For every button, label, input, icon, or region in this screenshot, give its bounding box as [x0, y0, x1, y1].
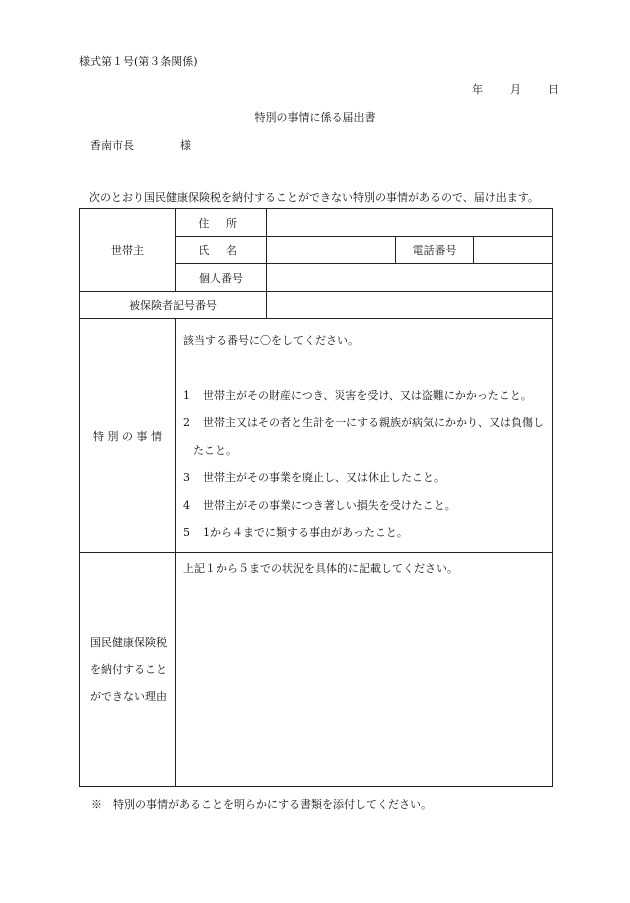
- circumstance-item-continuation: たこと。: [193, 443, 237, 457]
- date-year-label: 年: [472, 83, 483, 96]
- name-field[interactable]: [267, 237, 396, 264]
- reason-field[interactable]: [176, 553, 553, 787]
- notification-form-table: [79, 208, 553, 787]
- date-month-label: 月: [510, 83, 521, 96]
- address-field[interactable]: [267, 209, 553, 237]
- insured-number-label: 被保険者記号番号: [80, 292, 267, 319]
- address-label: 住 所: [176, 209, 267, 237]
- personal-number-field[interactable]: [267, 264, 553, 292]
- householder-label: 世帯主: [80, 209, 176, 292]
- phone-field[interactable]: [474, 237, 553, 264]
- reason-instruction: 上記１から５までの状況を具体的に記載してください。: [183, 562, 458, 575]
- form-number: 様式第１号(第３条関係): [79, 55, 198, 68]
- addressee-name: 香南市長: [90, 139, 134, 152]
- honorific: 様: [180, 139, 191, 152]
- circumstance-item[interactable]: 5 1から４までに類する事由があったこと。: [183, 526, 408, 539]
- phone-label: 電話番号: [396, 237, 474, 264]
- addressee: [90, 137, 191, 153]
- circumstance-item[interactable]: 4 世帯主がその事業につき著しい損失を受けたこと。: [183, 498, 456, 512]
- insured-number-field[interactable]: [267, 292, 553, 319]
- circumstance-item[interactable]: 1 世帯主がその財産につき、災害を受け、又は盗難にかかったこと。: [183, 388, 532, 402]
- reason-label: 国民健康保険税 を納付すること ができない理由: [80, 553, 176, 787]
- date-day-label: 日: [548, 83, 559, 96]
- page-title: 特別の事情に係る届出書: [254, 111, 376, 124]
- date-line: [472, 81, 559, 97]
- circumstances-content: [176, 319, 553, 553]
- circumstances-instruction: 該当する番号に〇をしてください。: [183, 334, 359, 347]
- circumstances-label: 特 別 の 事 情: [80, 319, 176, 553]
- circumstance-item[interactable]: 2 世帯主又はその者と生計を一にする親族が病気にかかり、又は負傷し: [183, 416, 544, 429]
- personal-number-label: 個人番号: [176, 264, 267, 292]
- intro-text: 次のとおり国民健康保険税を納付することができない特別の事情があるので、届け出ます。: [89, 191, 539, 204]
- name-label: 氏 名: [176, 237, 267, 264]
- attachment-note: ※ 特別の事情があることを明らかにする書類を添付してください。: [91, 798, 432, 811]
- circumstance-item[interactable]: 3 世帯主がその事業を廃止し、又は休止したこと。: [183, 471, 445, 484]
